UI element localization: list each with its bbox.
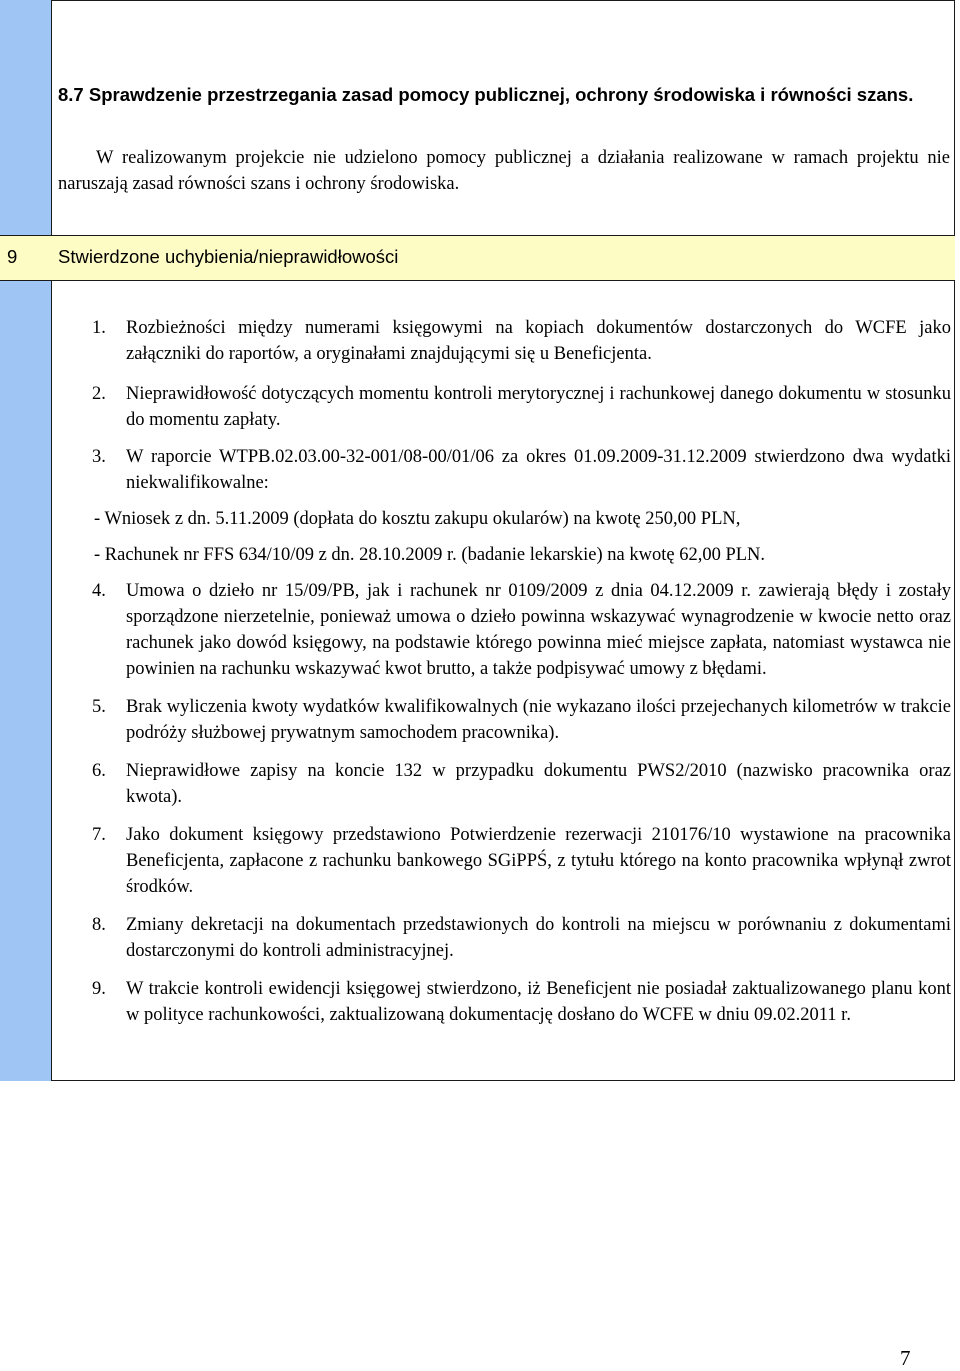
finding-number: 4. (92, 581, 106, 601)
finding-number: 6. (92, 761, 106, 781)
section-8-7-text: W realizowanym projekcie nie udzielono pomocy publicznej a działania realizowane w ramach projektu nie naruszają zasad równości szans i ochrony środowiska. (58, 148, 950, 194)
section-8-7-body (58, 145, 950, 197)
finding-text: Brak wyliczenia kwoty wydatków kwalifikowalnych (nie wykazano ilości przejechanych kilometrów w trakcie podróży służbowej prywatnym samochodem pracownika). (126, 697, 951, 743)
findings-list (92, 315, 951, 1028)
sub-item: - Rachunek nr FFS 634/10/09 z dn. 28.10.2009 r. (badanie lekarskie) na kwotę 62,00 PLN. (94, 545, 766, 565)
finding-text: W trakcie kontroli ewidencji księgowej stwierdzono, iż Beneficjent nie posiadał zaktualizowanego planu kont w polityce rachunkowości, zaktualizowaną dokumentację dosłano do WCFE w dniu 09.02.2011 r. (126, 979, 951, 1025)
finding-number: 9. (92, 979, 106, 999)
finding-text: Nieprawidłowe zapisy na koncie 132 w przypadku dokumentu PWS2/2010 (nazwisko pracownika oraz kwota). (126, 761, 951, 807)
section-8-7-heading: 8.7 Sprawdzenie przestrzegania zasad pomocy publicznej, ochrony środowiska i równości szans. (58, 84, 914, 105)
finding-item (92, 315, 951, 367)
finding-text: Rozbieżności między numerami księgowymi na kopiach dokumentów dostarczonych do WCFE jako załączniki do raportów, a oryginałami znajdującymi się u Beneficjenta. (126, 318, 951, 364)
finding-text: Nieprawidłowość dotyczących momentu kontroli merytorycznej i rachunkowej danego dokumentu w stosunku do momentu zapłaty. (126, 384, 951, 430)
finding-text: W raporcie WTPB.02.03.00-32-001/08-00/01/06 za okres 01.09.2009-31.12.2009 stwierdzono dwa wydatki niekwalifikowalne: (126, 447, 951, 493)
finding-number: 5. (92, 697, 106, 717)
finding-item (92, 822, 951, 900)
finding-item (92, 976, 951, 1028)
section-9-number: 9 (7, 246, 18, 267)
finding-text: Zmiany dekretacji na dokumentach przedstawionych do kontroli na miejscu w porównaniu z dokumentami dostarczonymi do kontroli administracyjnej. (126, 915, 951, 961)
finding-item (92, 444, 951, 496)
finding-item (92, 694, 951, 746)
sub-item: - Wniosek z dn. 5.11.2009 (dopłata do kosztu zakupu okularów) na kwotę 250,00 PLN, (94, 509, 741, 529)
left-column (0, 0, 52, 1081)
page-number: 7 (900, 1346, 911, 1370)
finding-item (92, 758, 951, 810)
finding-number: 7. (92, 825, 106, 845)
section-9-title: Stwierdzone uchybienia/nieprawidłowości (58, 246, 399, 267)
finding-number: 1. (92, 318, 106, 338)
finding-item (92, 578, 951, 682)
finding-number: 3. (92, 447, 106, 467)
finding-item (92, 381, 951, 433)
finding-text: Jako dokument księgowy przedstawiono Potwierdzenie rezerwacji 210176/10 wystawione na pracownika Beneficjenta, zapłacone z rachunku bankowego SGiPPŚ, z tytułu którego na konto pracownika wpłynął zwrot środków. (126, 825, 951, 897)
finding-text: Umowa o dzieło nr 15/09/PB, jak i rachunek nr 0109/2009 z dnia 04.12.2009 r. zawierają błędy i zostały sporządzone nierzetelnie, ponieważ umowa o dzieło powinna wskazywać wynagrodzenie w kwocie netto oraz rachunek jako dowód księgowy, na podstawie którego powinna mieć miejsce zapłata, natomiast wystawca nie powinien na rachunku wskazywać kwot brutto, a także podpisywać umowy z błędami. (126, 581, 951, 679)
finding-number: 8. (92, 915, 106, 935)
finding-item (92, 912, 951, 964)
finding-number: 2. (92, 384, 106, 404)
